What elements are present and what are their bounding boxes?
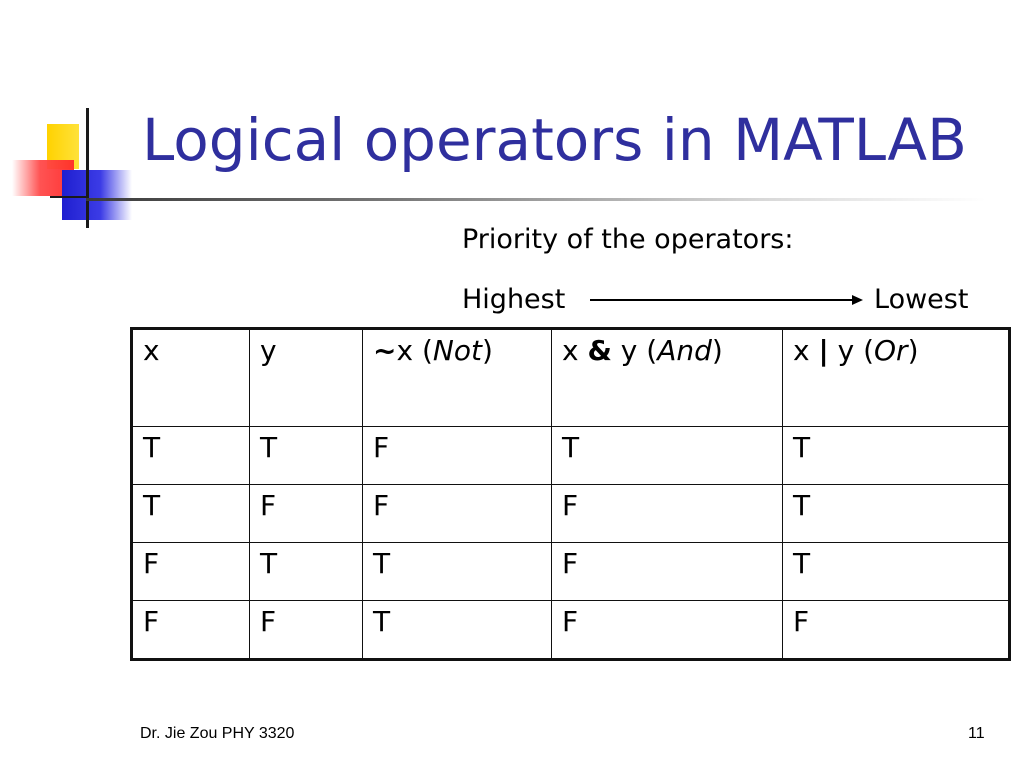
highest-label: Highest xyxy=(462,284,566,315)
table-cell: T xyxy=(132,485,250,543)
slide-title: Logical operators in MATLAB xyxy=(142,106,967,174)
and-operator: & xyxy=(587,334,612,367)
table-header-row xyxy=(132,329,1010,427)
priority-arrow-icon xyxy=(590,290,865,310)
page-number: 11 xyxy=(968,725,985,742)
table-cell: F xyxy=(552,601,783,660)
table-cell: T xyxy=(132,427,250,485)
not-operator: ~ xyxy=(373,334,397,367)
table-row xyxy=(132,427,1010,485)
decor-blue-square xyxy=(62,170,132,220)
table-cell: T xyxy=(783,543,1010,601)
header-not: ~x (Not) xyxy=(363,329,552,427)
priority-label: Priority of the operators: xyxy=(462,224,794,255)
table-cell: F xyxy=(132,601,250,660)
table-cell: F xyxy=(552,543,783,601)
table-cell: F xyxy=(552,485,783,543)
table-cell: F xyxy=(363,427,552,485)
footer-author: Dr. Jie Zou PHY 3320 xyxy=(140,725,295,742)
or-label: Or xyxy=(874,334,908,367)
not-label: Not xyxy=(432,334,482,367)
header-y: y xyxy=(250,329,363,427)
and-label: And xyxy=(657,334,712,367)
header-or: x | y (Or) xyxy=(783,329,1010,427)
decor-vertical-line xyxy=(86,108,89,228)
table-cell: F xyxy=(363,485,552,543)
truth-table xyxy=(130,327,1011,661)
title-underline xyxy=(86,198,986,201)
table-cell: T xyxy=(552,427,783,485)
table-row xyxy=(132,601,1010,660)
table-cell: T xyxy=(783,427,1010,485)
table-cell: T xyxy=(363,543,552,601)
table-cell: F xyxy=(250,601,363,660)
table-row xyxy=(132,543,1010,601)
table-cell: T xyxy=(250,543,363,601)
table-row xyxy=(132,485,1010,543)
header-and: x & y (And) xyxy=(552,329,783,427)
table-cell: F xyxy=(783,601,1010,660)
table-cell: F xyxy=(132,543,250,601)
lowest-label: Lowest xyxy=(874,284,969,315)
decor-horizontal-line xyxy=(50,196,86,198)
table-cell: T xyxy=(250,427,363,485)
table-cell: T xyxy=(363,601,552,660)
table-cell: F xyxy=(250,485,363,543)
header-x: x xyxy=(132,329,250,427)
or-operator: | xyxy=(818,334,829,367)
table-cell: T xyxy=(783,485,1010,543)
